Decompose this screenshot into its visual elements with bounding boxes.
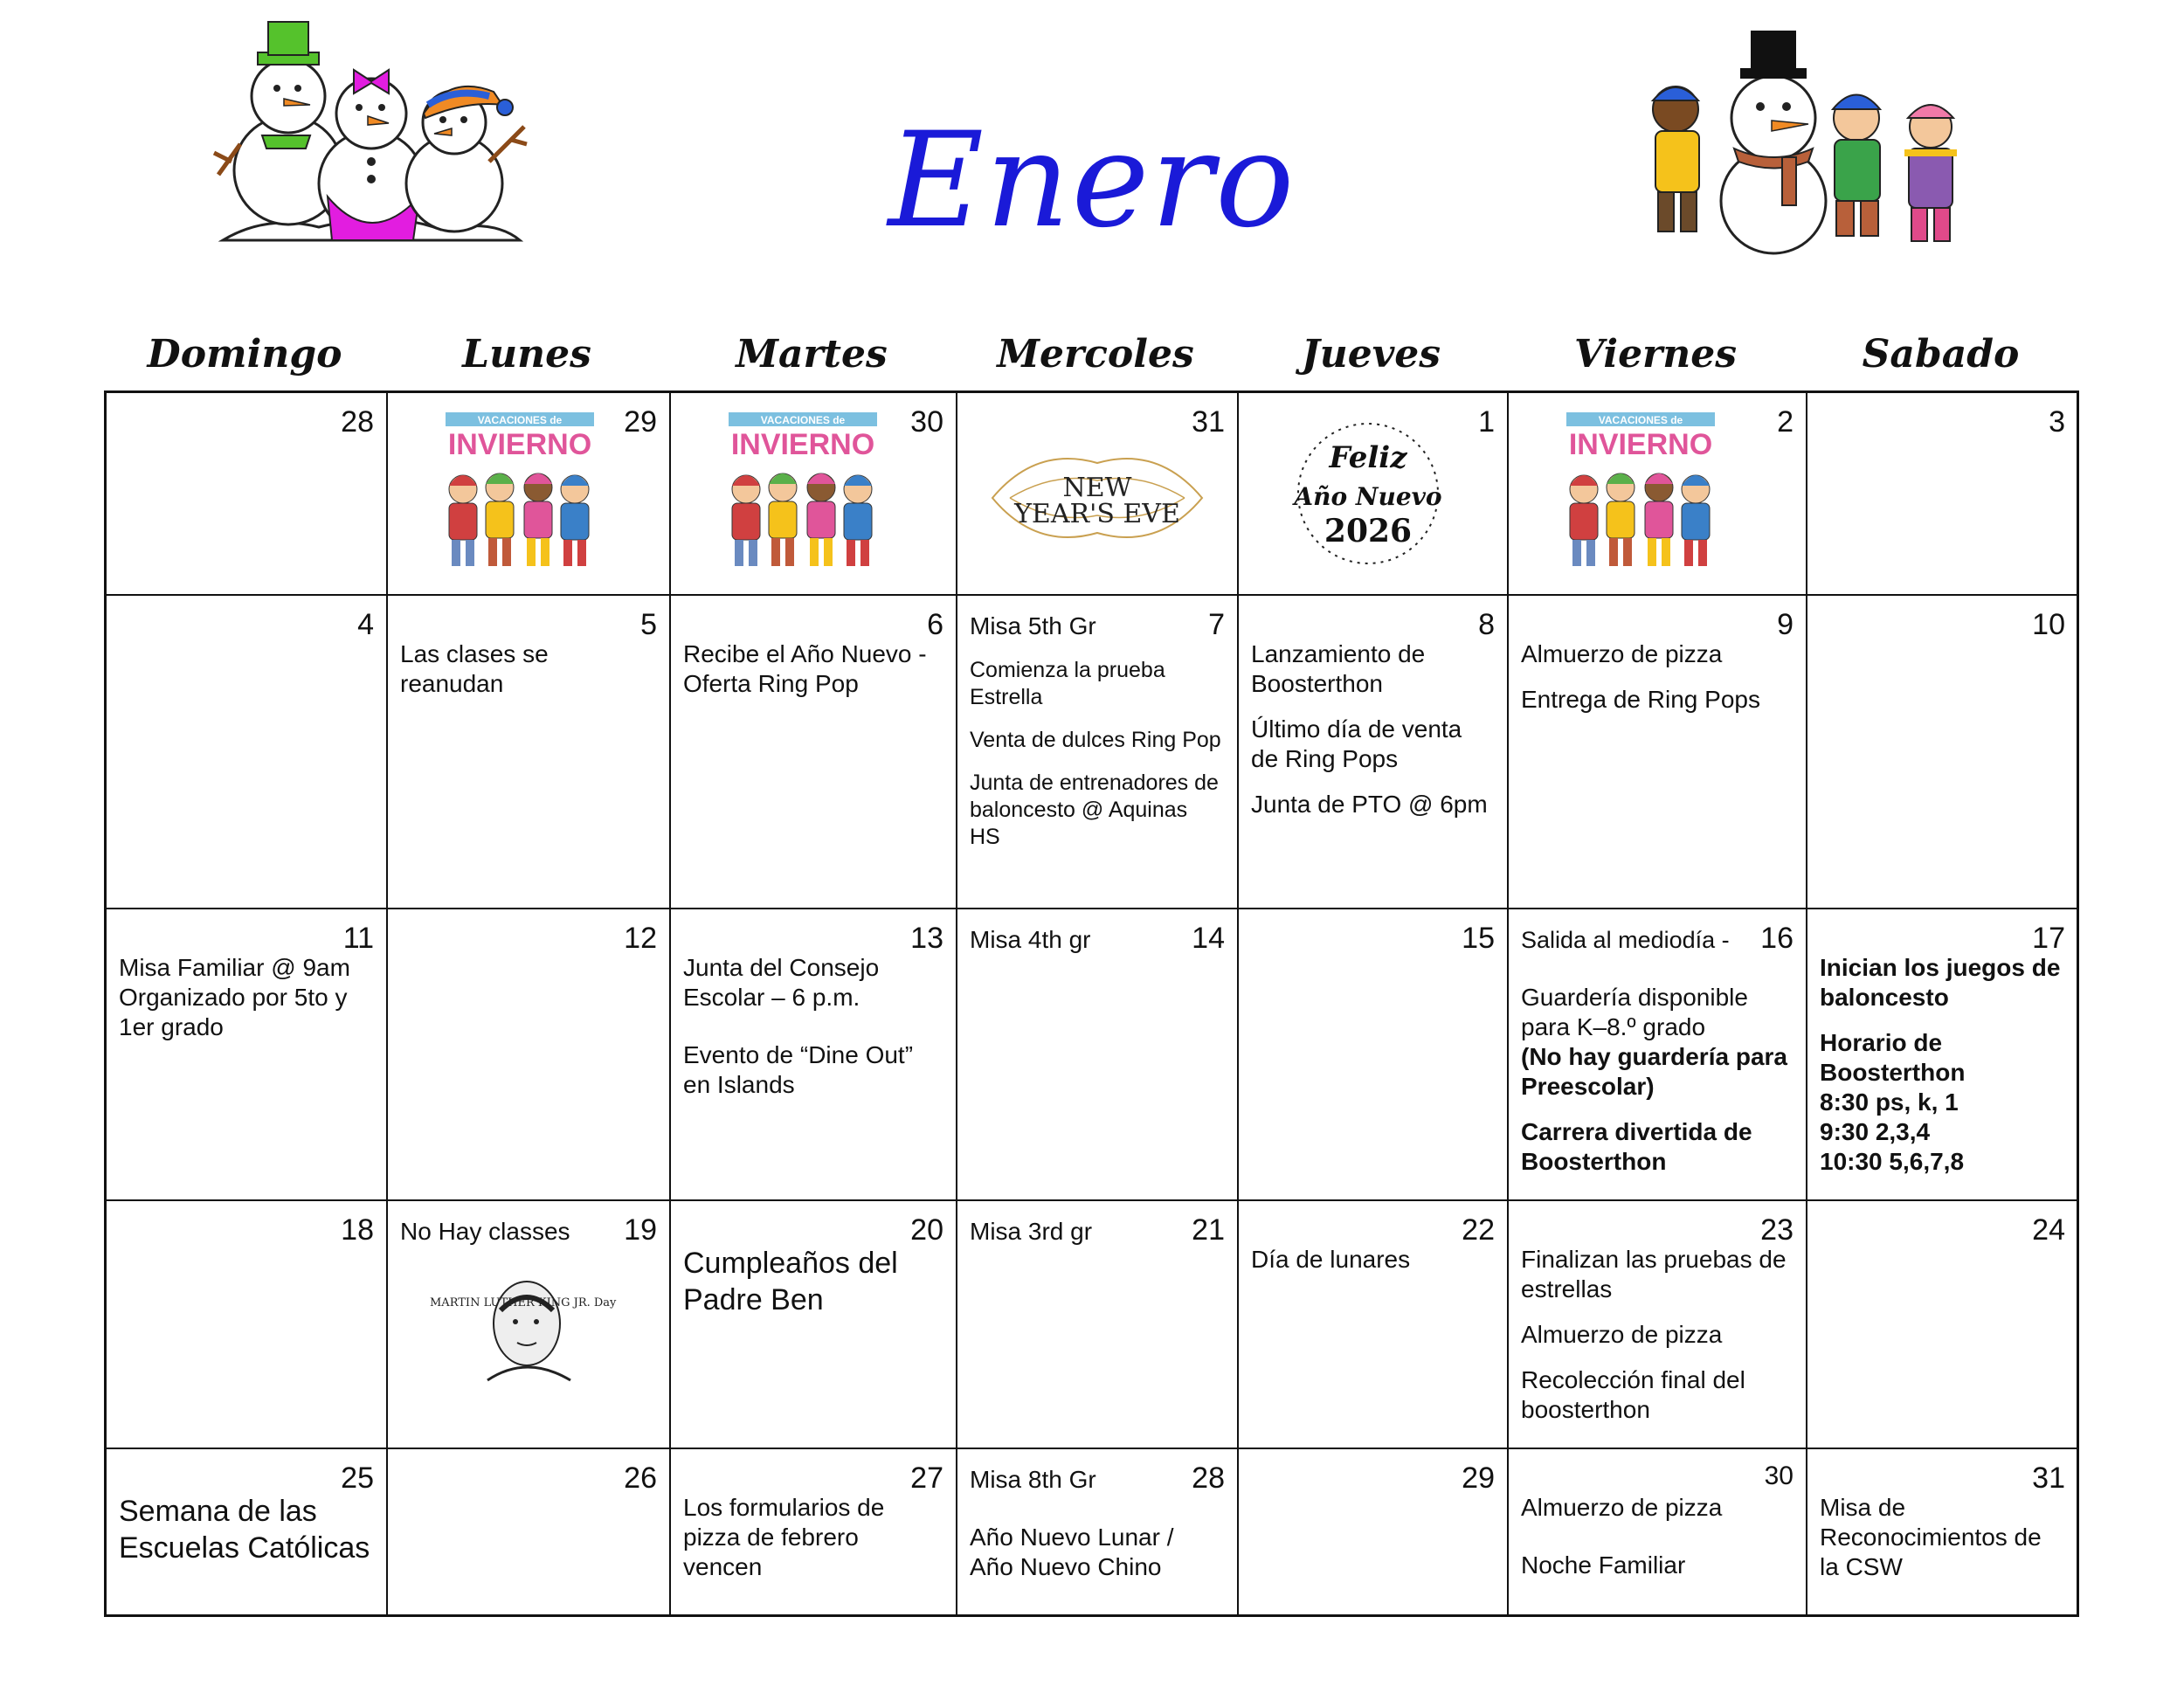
day-cell-w4-22 [1239, 1201, 1509, 1449]
vacaciones-main-text: INVIERNO [1568, 428, 1713, 461]
day-number: 23 [1760, 1213, 1794, 1247]
day-cell-w4-20 [671, 1201, 957, 1449]
day-cell-w3-11 [107, 909, 388, 1201]
day-header-domingo: Domingo [147, 332, 342, 377]
day-number: 19 [624, 1213, 657, 1247]
day-cell-w1-29 [388, 393, 671, 596]
nye-line2: YEAR'S EVE [1014, 499, 1180, 529]
month-title: Enero [888, 105, 1296, 257]
day-events [400, 1217, 657, 1247]
day-number: 31 [2032, 1461, 2065, 1495]
event-text: (No hay guardería para Preescolar) [1521, 1043, 1787, 1100]
day-cell-w1-28 [107, 393, 388, 596]
event-text: Año Nuevo Lunar / Año Nuevo Chino [970, 1524, 1174, 1580]
day-cell-w4-24 [1807, 1201, 2079, 1449]
event-text: Evento de “Dine Out” en Islands [683, 1041, 914, 1098]
day-events [119, 1493, 374, 1566]
day-events [1820, 1493, 2065, 1582]
day-events [970, 925, 1225, 955]
day-cell-w4-19 [388, 1201, 671, 1449]
day-cell-w5-28 [957, 1449, 1239, 1617]
day-events [683, 1245, 943, 1318]
vacaciones-main-text: INVIERNO [447, 428, 592, 461]
day-cell-w5-31 [1807, 1449, 2079, 1617]
day-cell-w1-2 [1509, 393, 1807, 596]
day-number: 30 [910, 405, 943, 439]
day-number: 10 [2032, 608, 2065, 641]
day-cell-w3-17 [1807, 909, 2079, 1201]
day-events [1521, 639, 1794, 715]
day-number: 29 [624, 405, 657, 439]
day-number: 6 [927, 608, 943, 641]
day-number: 31 [1192, 405, 1225, 439]
day-number: 29 [1462, 1461, 1495, 1495]
feliz-line1: Feliz [1329, 440, 1407, 475]
day-cell-w2-7 [957, 596, 1239, 909]
day-cell-w3-15 [1239, 909, 1509, 1201]
day-events [1521, 1493, 1794, 1580]
day-header-sabado: Sabado [1862, 332, 2020, 377]
feliz-ano-nuevo-image [1289, 419, 1447, 568]
vacaciones-invierno-image [428, 411, 612, 577]
day-events [1521, 925, 1794, 1177]
day-cell-w1-30 [671, 393, 957, 596]
new-years-eve-image [984, 428, 1211, 568]
event-text: Horario de Boosterthon [1820, 1029, 1966, 1086]
feliz-line2: Año Nuevo [1294, 482, 1442, 511]
day-number: 2 [1777, 405, 1794, 439]
day-number: 25 [341, 1461, 374, 1495]
day-number: 9 [1777, 608, 1794, 641]
inline-event: Misa 4th gr [970, 926, 1091, 953]
day-cell-w2-5 [388, 596, 671, 909]
inline-event: No Hay classes [400, 1218, 570, 1245]
nye-line1: NEW [1062, 473, 1132, 503]
day-cell-w3-12 [388, 909, 671, 1201]
day-cell-w1-31 [957, 393, 1239, 596]
event-text: Último día de venta de Ring Pops [1251, 715, 1462, 772]
day-number: 16 [1760, 922, 1794, 955]
vacaciones-top-text: VACACIONES de [760, 414, 846, 426]
day-number: 11 [342, 922, 374, 955]
event-text: Organizado por 5to y 1er grado [119, 984, 348, 1040]
day-number: 5 [640, 608, 657, 641]
day-events [400, 639, 657, 699]
day-cell-w2-6 [671, 596, 957, 909]
day-number: 28 [1192, 1461, 1225, 1495]
day-header-lunes: Lunes [462, 332, 591, 377]
event-text: 8:30 ps, k, 1 [1820, 1088, 1959, 1116]
day-number: 26 [624, 1461, 657, 1495]
day-cell-w2-9 [1509, 596, 1807, 909]
day-number: 1 [1478, 405, 1495, 439]
day-cell-w2-10 [1807, 596, 2079, 909]
event-text: Lanzamiento de Boosterthon [1251, 640, 1426, 697]
day-header-martes: Martes [736, 332, 888, 377]
vacaciones-main-text: INVIERNO [730, 428, 875, 461]
feliz-line3: 2026 [1324, 513, 1413, 549]
day-events [970, 1465, 1225, 1582]
day-cell-w2-4 [107, 596, 388, 909]
day-cell-w5-29 [1239, 1449, 1509, 1617]
day-cell-w4-23 [1509, 1201, 1807, 1449]
day-number: 3 [2049, 405, 2065, 439]
day-cell-w4-18 [107, 1201, 388, 1449]
day-number: 20 [910, 1213, 943, 1247]
cell-image-wrapper [426, 1271, 617, 1389]
inline-event: Misa 5th Gr [970, 612, 1096, 639]
day-number: 18 [341, 1213, 374, 1247]
event-text: Almuerzo de pizza [1521, 1494, 1723, 1521]
day-number: 28 [341, 405, 374, 439]
cell-image-wrapper [711, 411, 895, 581]
day-events [683, 953, 943, 1100]
day-number: 12 [624, 922, 657, 955]
event-text: 10:30 5,6,7,8 [1820, 1148, 1965, 1175]
day-cell-w5-27 [671, 1449, 957, 1617]
day-cell-w4-21 [957, 1201, 1239, 1449]
mlk-text: MARTIN LUTHER KING JR. Day [430, 1296, 617, 1309]
day-number: 15 [1462, 922, 1495, 955]
vacaciones-top-text: VACACIONES de [477, 414, 563, 426]
event-text: Junta de PTO @ 6pm [1251, 791, 1488, 818]
cell-image-wrapper [1549, 411, 1732, 581]
inline-event: Salida al mediodía - [1521, 927, 1730, 953]
event-text: Los formularios de pizza de febrero vencen [683, 1494, 885, 1580]
cell-image-wrapper [1289, 419, 1447, 572]
day-cell-w5-30 [1509, 1449, 1807, 1617]
inline-event: Misa 8th Gr [970, 1466, 1096, 1493]
day-cell-w3-13 [671, 909, 957, 1201]
day-cell-w1-3 [1807, 393, 2079, 596]
event-text: Junta del Consejo Escolar – 6 p.m. [683, 954, 880, 1011]
event-text: Finalizan las pruebas de estrellas [1521, 1246, 1787, 1303]
day-cell-w2-8 [1239, 596, 1509, 909]
event-text: Comienza la prueba Estrella [970, 658, 1165, 709]
day-events [1820, 953, 2065, 1177]
day-header-mercoles: Mercoles [997, 332, 1194, 377]
day-number: 4 [357, 608, 374, 641]
day-number: 7 [1208, 608, 1225, 641]
day-cell-w3-14 [957, 909, 1239, 1201]
mlk-day-image [426, 1271, 617, 1385]
event-text: Cumpleaños del Padre Ben [683, 1247, 898, 1316]
day-events [683, 639, 943, 699]
day-events [1251, 1245, 1495, 1275]
day-number: 27 [910, 1461, 943, 1495]
day-number: 14 [1192, 922, 1225, 955]
event-text: Inician los juegos de baloncesto [1820, 954, 2061, 1011]
day-number: 30 [1764, 1461, 1794, 1490]
inline-event: Misa 3rd gr [970, 1218, 1093, 1245]
day-cell-w1-1 [1239, 393, 1509, 596]
event-text: 9:30 2,3,4 [1820, 1118, 1931, 1145]
event-text: Semana de las Escuelas Católicas [119, 1495, 370, 1565]
vacaciones-invierno-image [711, 411, 895, 577]
calendar-grid [104, 390, 2079, 1617]
event-text: Almuerzo de pizza [1521, 640, 1723, 667]
event-text: Día de lunares [1251, 1246, 1411, 1273]
event-text: Venta de dulces Ring Pop [970, 728, 1221, 752]
cell-image-wrapper [984, 428, 1211, 572]
event-text: Guardería disponible para K–8.º grado [1521, 984, 1748, 1040]
day-cell-w3-16 [1509, 909, 1807, 1201]
day-cell-w5-25 [107, 1449, 388, 1617]
day-events [970, 1217, 1225, 1247]
day-header-viernes: Viernes [1573, 332, 1737, 377]
day-events [683, 1493, 943, 1582]
day-events [1521, 1245, 1794, 1425]
event-text: Recibe el Año Nuevo - Oferta Ring Pop [683, 640, 927, 697]
day-number: 21 [1192, 1213, 1225, 1247]
event-text: Carrera divertida de Boosterthon [1521, 1118, 1752, 1175]
event-text: Misa Familiar @ 9am [119, 954, 350, 981]
day-cell-w5-26 [388, 1449, 671, 1617]
day-events [970, 612, 1225, 851]
day-number: 8 [1478, 608, 1495, 641]
event-text: Entrega de Ring Pops [1521, 686, 1760, 713]
vacaciones-top-text: VACACIONES de [1598, 414, 1683, 426]
event-text: Almuerzo de pizza [1521, 1321, 1723, 1348]
day-number: 13 [910, 922, 943, 955]
event-text: Recolección final del boosterthon [1521, 1366, 1745, 1423]
day-number: 17 [2032, 922, 2065, 955]
day-number: 24 [2032, 1213, 2065, 1247]
cell-image-wrapper [428, 411, 612, 581]
event-text: Las clases se reanudan [400, 640, 549, 697]
day-events [1251, 639, 1495, 819]
day-header-jueves: Jueves [1301, 332, 1441, 377]
vacaciones-invierno-image [1549, 411, 1732, 577]
event-text: Misa de Reconocimientos de la CSW [1820, 1494, 2042, 1580]
event-text: Junta de entrenadores de baloncesto @ Aquinas HS [970, 770, 1219, 849]
event-text: Noche Familiar [1521, 1551, 1686, 1579]
day-number: 22 [1462, 1213, 1495, 1247]
day-events [119, 953, 374, 1042]
